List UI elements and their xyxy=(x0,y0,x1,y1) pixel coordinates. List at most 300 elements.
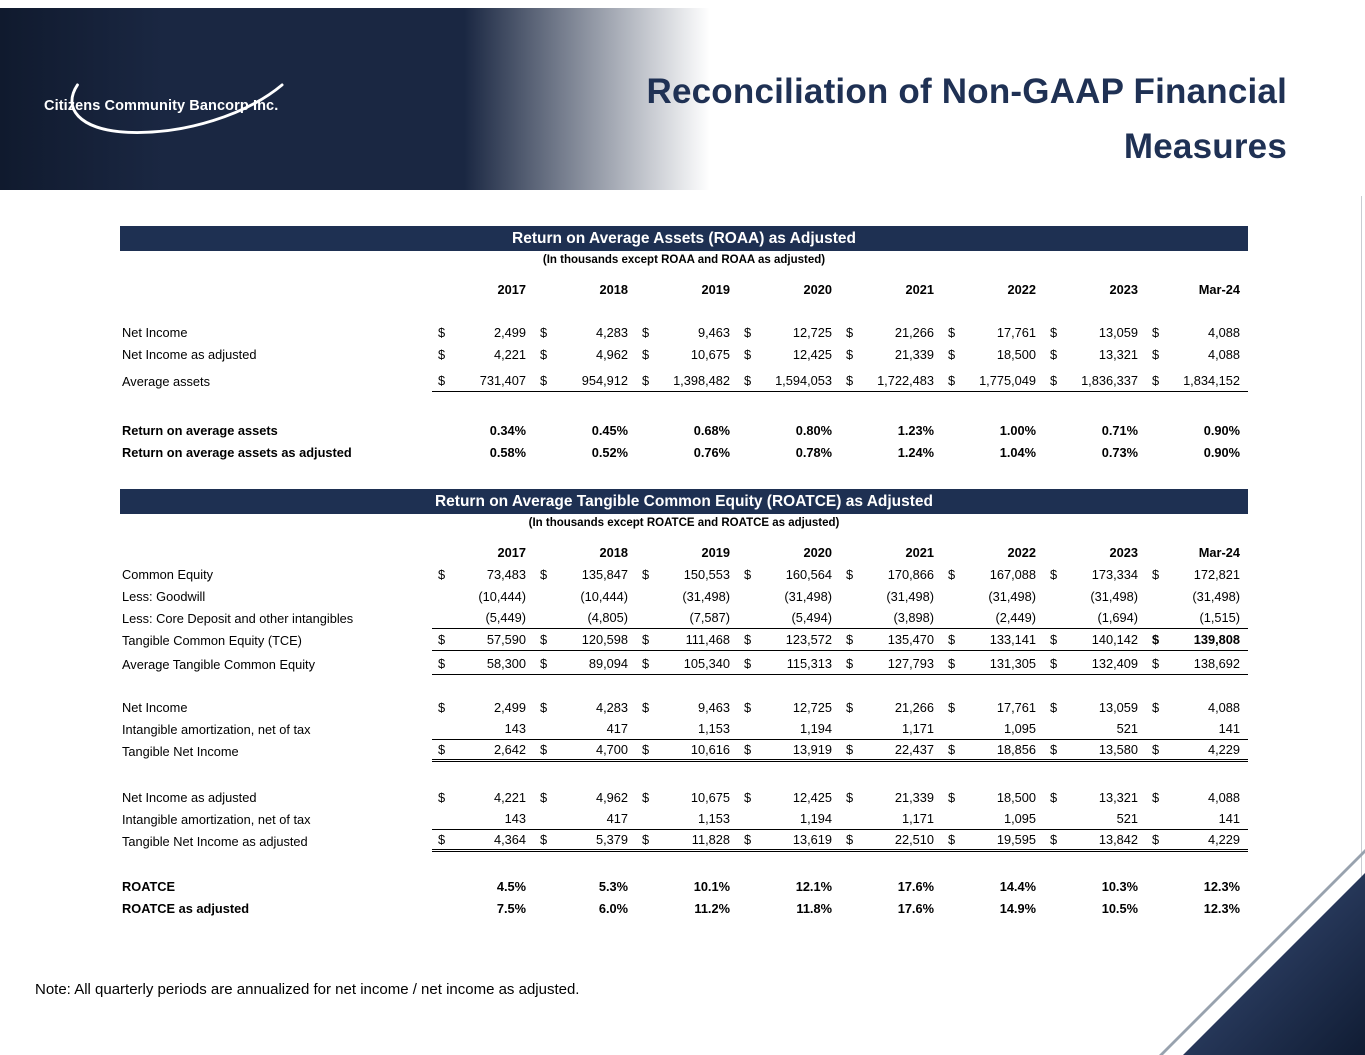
data-cell xyxy=(1146,585,1248,607)
data-cell xyxy=(534,629,636,651)
row-label: Common Equity xyxy=(122,566,214,582)
dollar-sign: $ xyxy=(438,832,446,847)
cell-value: 954,912 xyxy=(581,373,628,388)
data-cell xyxy=(840,875,942,897)
column-header: 2021 xyxy=(905,544,934,560)
row-label: Tangible Net Income as adjusted xyxy=(122,833,308,849)
cell-value: 4,088 xyxy=(1207,346,1240,362)
data-cell xyxy=(840,653,942,675)
data-cell xyxy=(738,321,840,343)
dollar-sign: $ xyxy=(846,789,854,805)
dollar-sign: $ xyxy=(846,699,854,715)
dollar-sign: $ xyxy=(1050,324,1058,340)
cell-value: 12.3% xyxy=(1203,900,1240,916)
cell-value: 138,692 xyxy=(1193,656,1240,671)
dollar-sign: $ xyxy=(1152,742,1160,757)
cell-value: 143 xyxy=(504,721,526,736)
cell-value: 0.73% xyxy=(1101,444,1138,460)
cell-value: 12,725 xyxy=(792,699,832,715)
cell-value: 4,229 xyxy=(1207,742,1240,757)
footnote: Note: All quarterly periods are annualized for net income / net income as adjusted. xyxy=(35,981,580,998)
cell-value: 19,595 xyxy=(996,832,1036,847)
data-cell xyxy=(1146,653,1248,675)
data-cell xyxy=(1044,808,1146,830)
cell-value: 135,847 xyxy=(581,566,628,582)
table-row xyxy=(120,343,1248,365)
cell-value: 1,171 xyxy=(901,811,934,826)
data-cell xyxy=(942,585,1044,607)
cell-value: (5,494) xyxy=(791,610,832,625)
cell-value: 1,095 xyxy=(1003,811,1036,826)
cell-value: 10,616 xyxy=(690,742,730,757)
data-cell xyxy=(1146,441,1248,463)
row-label: Net Income xyxy=(122,324,188,340)
cell-value: 731,407 xyxy=(479,373,526,388)
data-cell xyxy=(534,808,636,830)
cell-value: 0.90% xyxy=(1203,444,1240,460)
data-cell xyxy=(1044,343,1146,365)
cell-value: 1,722,483 xyxy=(877,373,934,388)
cell-value: (31,498) xyxy=(1192,588,1240,604)
dollar-sign: $ xyxy=(642,656,650,671)
row-label: Tangible Common Equity (TCE) xyxy=(122,632,302,648)
data-cell xyxy=(738,563,840,585)
cell-value: 22,510 xyxy=(894,832,934,847)
data-cell xyxy=(1146,740,1248,762)
data-cell xyxy=(534,419,636,441)
dollar-sign: $ xyxy=(744,699,752,715)
dollar-sign: $ xyxy=(846,632,854,647)
table-row xyxy=(120,563,1248,585)
dollar-sign: $ xyxy=(948,566,956,582)
row-label: Less: Goodwill xyxy=(122,588,206,604)
cell-value: 4,088 xyxy=(1207,699,1240,715)
dollar-sign: $ xyxy=(540,742,548,757)
cell-value: (4,805) xyxy=(587,610,628,625)
table-row xyxy=(120,696,1248,718)
cell-value: 127,793 xyxy=(887,656,934,671)
data-cell xyxy=(840,585,942,607)
data-cell xyxy=(738,718,840,740)
dollar-sign: $ xyxy=(744,832,752,847)
data-cell xyxy=(432,808,534,830)
data-cell xyxy=(1044,419,1146,441)
data-cell xyxy=(840,370,942,392)
cell-value: 0.58% xyxy=(489,444,526,460)
dollar-sign: $ xyxy=(744,656,752,671)
roaa-title: Return on Average Assets (ROAA) as Adjusted xyxy=(512,229,856,247)
data-cell xyxy=(840,808,942,830)
cell-value: 21,266 xyxy=(894,324,934,340)
table-row xyxy=(120,830,1248,852)
data-cell xyxy=(636,629,738,651)
cell-value: 120,598 xyxy=(581,632,628,647)
cell-value: 4,962 xyxy=(595,346,628,362)
cell-value: 21,266 xyxy=(894,699,934,715)
roatce-subtitle: (In thousands except ROATCE and ROATCE as adjusted) xyxy=(528,517,840,529)
row-label: Average Tangible Common Equity xyxy=(122,656,316,672)
row-label: Intangible amortization, net of tax xyxy=(122,721,311,737)
data-cell xyxy=(1146,875,1248,897)
dollar-sign: $ xyxy=(1152,632,1160,647)
dollar-sign: $ xyxy=(540,789,548,805)
table-row xyxy=(120,321,1248,343)
data-cell xyxy=(942,786,1044,808)
dollar-sign: $ xyxy=(642,566,650,582)
data-cell xyxy=(636,740,738,762)
cell-value: 4.5% xyxy=(496,878,526,894)
dollar-sign: $ xyxy=(438,632,446,647)
data-cell xyxy=(1146,563,1248,585)
dollar-sign: $ xyxy=(438,346,446,362)
column-header: 2020 xyxy=(803,544,832,560)
cell-value: 4,229 xyxy=(1207,832,1240,847)
data-cell xyxy=(738,653,840,675)
cell-value: 12.1% xyxy=(795,878,832,894)
data-cell xyxy=(738,696,840,718)
slide-title-line1: Reconciliation of Non-GAAP Financial xyxy=(646,72,1287,111)
data-cell xyxy=(942,441,1044,463)
cell-value: 141 xyxy=(1218,811,1240,826)
table-row xyxy=(120,740,1248,762)
cell-value: 58,300 xyxy=(486,656,526,671)
cell-value: 13,321 xyxy=(1098,346,1138,362)
dollar-sign: $ xyxy=(744,346,752,362)
table-row xyxy=(120,786,1248,808)
cell-value: (31,498) xyxy=(784,588,832,604)
data-cell xyxy=(840,786,942,808)
cell-value: 4,221 xyxy=(493,789,526,805)
data-cell xyxy=(840,897,942,919)
cell-value: 73,483 xyxy=(486,566,526,582)
data-cell xyxy=(636,653,738,675)
cell-value: 0.80% xyxy=(795,422,832,438)
cell-value: 170,866 xyxy=(887,566,934,582)
data-cell xyxy=(840,696,942,718)
dollar-sign: $ xyxy=(744,789,752,805)
roatce-section xyxy=(120,489,1248,919)
dollar-sign: $ xyxy=(642,324,650,340)
dollar-sign: $ xyxy=(540,346,548,362)
dollar-sign: $ xyxy=(438,699,446,715)
cell-value: (31,498) xyxy=(682,588,730,604)
cell-value: 167,088 xyxy=(989,566,1036,582)
dollar-sign: $ xyxy=(744,566,752,582)
cell-value: 12,425 xyxy=(792,346,832,362)
cell-value: 10.3% xyxy=(1101,878,1138,894)
data-cell xyxy=(534,585,636,607)
table-header-row xyxy=(120,278,1248,300)
cell-value: 17.6% xyxy=(897,900,934,916)
data-cell xyxy=(840,830,942,852)
data-cell xyxy=(636,696,738,718)
cell-value: 0.68% xyxy=(693,422,730,438)
data-cell xyxy=(432,875,534,897)
data-cell xyxy=(636,808,738,830)
cell-value: 18,856 xyxy=(996,742,1036,757)
cell-value: 14.4% xyxy=(999,878,1036,894)
data-cell xyxy=(534,875,636,897)
cell-value: 4,221 xyxy=(493,346,526,362)
dollar-sign: $ xyxy=(846,373,854,388)
cell-value: 417 xyxy=(606,811,628,826)
cell-value: 13,321 xyxy=(1098,789,1138,805)
data-cell xyxy=(636,830,738,852)
roaa-table xyxy=(120,278,1248,463)
data-cell xyxy=(1146,419,1248,441)
dollar-sign: $ xyxy=(438,373,446,388)
row-label: Return on average assets as adjusted xyxy=(122,444,352,460)
cell-value: 4,283 xyxy=(595,699,628,715)
data-cell xyxy=(636,897,738,919)
dollar-sign: $ xyxy=(642,632,650,647)
cell-value: 1,153 xyxy=(697,721,730,736)
data-cell xyxy=(534,653,636,675)
cell-value: 1.00% xyxy=(999,422,1036,438)
column-header: 2020 xyxy=(803,281,832,297)
cell-value: 131,305 xyxy=(989,656,1036,671)
data-cell xyxy=(636,321,738,343)
data-cell xyxy=(1044,629,1146,651)
dollar-sign: $ xyxy=(1152,789,1160,805)
table-row xyxy=(120,808,1248,830)
dollar-sign: $ xyxy=(540,373,548,388)
data-cell xyxy=(840,607,942,629)
data-cell xyxy=(942,830,1044,852)
data-cell xyxy=(432,718,534,740)
row-label: ROATCE xyxy=(122,878,176,894)
cell-value: (7,587) xyxy=(689,610,730,625)
cell-value: 115,313 xyxy=(786,656,832,671)
column-header: 2021 xyxy=(905,281,934,297)
data-cell xyxy=(738,629,840,651)
data-cell xyxy=(432,830,534,852)
row-label: Intangible amortization, net of tax xyxy=(122,811,311,827)
data-cell xyxy=(1044,830,1146,852)
table-row xyxy=(120,875,1248,897)
slide-title-line2: Measures xyxy=(1123,127,1287,166)
cell-value: 105,340 xyxy=(683,656,730,671)
data-cell xyxy=(636,585,738,607)
data-cell xyxy=(432,786,534,808)
data-cell xyxy=(534,696,636,718)
dollar-sign: $ xyxy=(948,789,956,805)
data-cell xyxy=(738,585,840,607)
dollar-sign: $ xyxy=(642,742,650,757)
data-cell xyxy=(534,441,636,463)
cell-value: 1.04% xyxy=(999,444,1036,460)
data-cell xyxy=(942,875,1044,897)
data-cell xyxy=(432,419,534,441)
cell-value: (10,444) xyxy=(478,588,526,604)
dollar-sign: $ xyxy=(1152,699,1160,715)
column-header: 2022 xyxy=(1007,281,1036,297)
data-cell xyxy=(738,740,840,762)
cell-value: 0.71% xyxy=(1101,422,1138,438)
dollar-sign: $ xyxy=(1050,832,1058,847)
table-row xyxy=(120,370,1248,392)
table-row xyxy=(120,629,1248,651)
table-row xyxy=(120,653,1248,675)
cell-value: 521 xyxy=(1116,811,1138,826)
data-cell xyxy=(1146,370,1248,392)
cell-value: 13,619 xyxy=(792,832,832,847)
cell-value: 1,775,049 xyxy=(979,373,1036,388)
data-cell xyxy=(636,343,738,365)
row-label: Net Income as adjusted xyxy=(122,346,257,362)
cell-value: 0.52% xyxy=(591,444,628,460)
data-cell xyxy=(1044,370,1146,392)
data-cell xyxy=(942,653,1044,675)
cell-value: 18,500 xyxy=(996,789,1036,805)
cell-value: (31,498) xyxy=(988,588,1036,604)
company-logo xyxy=(44,78,294,158)
dollar-sign: $ xyxy=(846,742,854,757)
table-row xyxy=(120,897,1248,919)
data-cell xyxy=(840,419,942,441)
data-cell xyxy=(942,343,1044,365)
cell-value: (2,449) xyxy=(995,610,1036,625)
column-header: Mar-24 xyxy=(1198,544,1240,560)
slide-header-banner xyxy=(0,8,1365,190)
company-logo-text: Citizens Community Bancorp Inc. xyxy=(44,98,279,114)
data-cell xyxy=(738,370,840,392)
slide-title xyxy=(647,64,1288,174)
data-cell xyxy=(432,607,534,629)
cell-value: 0.90% xyxy=(1203,422,1240,438)
cell-value: 1.23% xyxy=(897,422,934,438)
data-cell xyxy=(534,563,636,585)
dollar-sign: $ xyxy=(540,832,548,847)
dollar-sign: $ xyxy=(1050,566,1058,582)
data-cell xyxy=(636,718,738,740)
roaa-section xyxy=(120,226,1248,463)
cell-value: 5.3% xyxy=(598,878,628,894)
dollar-sign: $ xyxy=(438,566,446,582)
dollar-sign: $ xyxy=(642,789,650,805)
dollar-sign: $ xyxy=(948,656,956,671)
data-cell xyxy=(636,563,738,585)
row-label: Average assets xyxy=(122,373,210,389)
roaa-subtitle: (In thousands except ROAA and ROAA as adjusted) xyxy=(542,254,826,266)
cell-value: 10.1% xyxy=(693,878,730,894)
cell-value: 21,339 xyxy=(894,789,934,805)
data-cell xyxy=(1044,441,1146,463)
dollar-sign: $ xyxy=(744,742,752,757)
cell-value: 12,725 xyxy=(792,324,832,340)
column-header: 2023 xyxy=(1109,544,1138,560)
cell-value: 89,094 xyxy=(588,656,628,671)
dollar-sign: $ xyxy=(1050,699,1058,715)
slide-content xyxy=(120,226,1248,919)
dollar-sign: $ xyxy=(1152,346,1160,362)
data-cell xyxy=(738,786,840,808)
data-cell xyxy=(942,897,1044,919)
data-cell xyxy=(1146,718,1248,740)
cell-value: 143 xyxy=(504,811,526,826)
data-cell xyxy=(942,419,1044,441)
data-cell xyxy=(636,370,738,392)
data-cell xyxy=(534,343,636,365)
data-cell xyxy=(942,607,1044,629)
cell-value: 1.24% xyxy=(897,444,934,460)
cell-value: 13,919 xyxy=(792,742,832,757)
cell-value: 135,470 xyxy=(887,632,934,647)
cell-value: 57,590 xyxy=(486,632,526,647)
cell-value: 21,339 xyxy=(894,346,934,362)
cell-value: 150,553 xyxy=(683,566,730,582)
data-cell xyxy=(1044,740,1146,762)
cell-value: 4,283 xyxy=(595,324,628,340)
cell-value: 14.9% xyxy=(999,900,1036,916)
data-cell xyxy=(534,897,636,919)
data-cell xyxy=(432,696,534,718)
data-cell xyxy=(432,441,534,463)
data-cell xyxy=(534,370,636,392)
cell-value: 18,500 xyxy=(996,346,1036,362)
cell-value: 1,834,152 xyxy=(1183,373,1240,388)
data-cell xyxy=(534,786,636,808)
cell-value: 132,409 xyxy=(1091,656,1138,671)
data-cell xyxy=(1044,321,1146,343)
cell-value: 17.6% xyxy=(897,878,934,894)
data-cell xyxy=(432,563,534,585)
cell-value: (1,515) xyxy=(1199,610,1240,625)
data-cell xyxy=(942,696,1044,718)
data-cell xyxy=(432,370,534,392)
cell-value: 140,142 xyxy=(1091,632,1138,647)
cell-value: (5,449) xyxy=(485,610,526,625)
dollar-sign: $ xyxy=(744,373,752,388)
cell-value: 10,675 xyxy=(690,789,730,805)
cell-value: (3,898) xyxy=(893,610,934,625)
cell-value: 111,468 xyxy=(685,632,730,647)
dollar-sign: $ xyxy=(540,324,548,340)
dollar-sign: $ xyxy=(846,346,854,362)
data-cell xyxy=(636,419,738,441)
dollar-sign: $ xyxy=(642,373,650,388)
dollar-sign: $ xyxy=(1152,324,1160,340)
data-cell xyxy=(1146,897,1248,919)
column-header: 2019 xyxy=(701,544,730,560)
dollar-sign: $ xyxy=(948,699,956,715)
table-header-row xyxy=(120,541,1248,563)
cell-value: 1,153 xyxy=(697,811,730,826)
dollar-sign: $ xyxy=(642,832,650,847)
data-cell xyxy=(534,740,636,762)
cell-value: 172,821 xyxy=(1193,566,1240,582)
data-cell xyxy=(738,343,840,365)
data-cell xyxy=(1146,696,1248,718)
roatce-title-bar xyxy=(120,489,1248,514)
data-cell xyxy=(432,343,534,365)
data-cell xyxy=(942,370,1044,392)
cell-value: 133,141 xyxy=(989,632,1036,647)
dollar-sign: $ xyxy=(846,324,854,340)
table-row xyxy=(120,718,1248,740)
cell-value: 141 xyxy=(1218,721,1240,736)
dollar-sign: $ xyxy=(1152,566,1160,582)
data-cell xyxy=(738,830,840,852)
cell-value: 11,828 xyxy=(691,832,730,847)
dollar-sign: $ xyxy=(1050,789,1058,805)
cell-value: 0.76% xyxy=(693,444,730,460)
cell-value: 0.45% xyxy=(591,422,628,438)
data-cell xyxy=(840,563,942,585)
dollar-sign: $ xyxy=(948,324,956,340)
data-cell xyxy=(1044,897,1146,919)
cell-value: (31,498) xyxy=(886,588,934,604)
